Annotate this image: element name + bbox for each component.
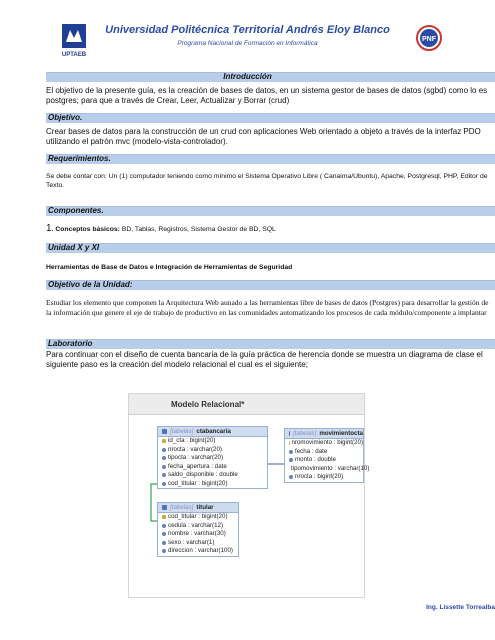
table-row: tipocta : varchar(20) bbox=[158, 454, 267, 463]
author-footer: Ing. Lissette Torrealba bbox=[426, 604, 495, 611]
componentes-body: BD, Tablas, Registros, Sistema Gestor de BD, SQL bbox=[119, 226, 276, 233]
heading-requerimientos: Requerimientos. bbox=[48, 154, 111, 163]
table-ctabancaria[interactable] bbox=[157, 426, 268, 489]
relation-lines bbox=[129, 394, 370, 599]
table-icon bbox=[289, 431, 290, 436]
table-row: id_cta : bigint(20) bbox=[158, 437, 267, 446]
table-row: cod_titular : bigint(20) bbox=[158, 480, 267, 489]
table-row: sexo : varchar(1) bbox=[158, 539, 238, 548]
objetivo-unidad-text: Estudiar los elemento que componen la Arquitectura Web aunado a las herramientas libre de bases de datos (Postgres) para desarrollar la gestión de la información que genere el eje de trabajo de productivo en las comunidades automatizando los procesos de cada módulo/componente a implantar bbox=[46, 298, 489, 317]
key-icon bbox=[162, 439, 166, 443]
section-bar-unidad bbox=[46, 243, 495, 253]
relational-model-diagram bbox=[128, 393, 370, 598]
unidad-text: Herramientas de Base de Datos e Integración de Herramientas de Seguridad bbox=[46, 264, 293, 271]
column-icon bbox=[289, 450, 293, 454]
objetivo-text: Crear bases de datos para la construcción de un crud con aplicaciones Web orientado a objeto a través de la interfaz PDO utilizando el patrón mvc (modelo-vista-controlador). bbox=[46, 127, 481, 146]
heading-laboratorio: Laboratorio bbox=[48, 339, 93, 348]
table-row: nromovimiento : bigint(20) bbox=[291, 439, 363, 446]
heading-objetivo-unidad: Objetivo de la Unidad: bbox=[48, 280, 133, 289]
svg-text:UPTAEB: UPTAEB bbox=[61, 52, 87, 58]
table-row: nrocta : bigint(20) bbox=[285, 473, 363, 482]
page-header bbox=[0, 18, 495, 58]
table-icon bbox=[162, 429, 167, 434]
table-header: [tabelas] titular bbox=[158, 503, 238, 513]
column-icon bbox=[289, 458, 293, 462]
column-icon bbox=[162, 456, 166, 460]
intro-text: El objetivo de la presente guía, es la creación de bases de datos, en un sistema gestor de bases de datos (sgbd) como lo es postgres; para que a través de Crear, Leer, Actualizar y Borrar (crud) bbox=[46, 86, 488, 105]
componentes-text bbox=[46, 224, 495, 234]
program-subtitle: Programa Nacional de Formación en Informática bbox=[177, 40, 318, 47]
heading-introduccion: Introducción bbox=[223, 72, 272, 81]
heading-objetivo: Objetivo. bbox=[48, 113, 83, 122]
university-title: Universidad Politécnica Territorial Andrés Eloy Blanco bbox=[105, 24, 390, 36]
requerimientos-text: Se debe contar con: Un (1) computador teniendo como mínimo el Sistema Operativo Libre ( Canaima/Ubuntu), Apache, Postgresql, PHP, Editor de Texto. bbox=[46, 173, 488, 189]
column-icon bbox=[162, 473, 166, 477]
componentes-bold: . Conceptos básicos: bbox=[51, 226, 120, 233]
column-icon bbox=[162, 482, 166, 486]
column-icon bbox=[162, 465, 166, 469]
svg-text:PNF: PNF bbox=[422, 36, 436, 43]
section-bar-requerimientos bbox=[46, 154, 495, 164]
section-bar-componentes bbox=[46, 206, 495, 216]
table-row: fecha : date bbox=[285, 448, 363, 457]
column-icon bbox=[162, 448, 166, 452]
column-icon bbox=[162, 524, 166, 528]
table-header: [tabelas] movimientocta bbox=[285, 429, 363, 439]
column-icon bbox=[162, 532, 166, 536]
pnf-logo bbox=[415, 24, 443, 52]
heading-unidad: Unidad X y XI bbox=[48, 243, 100, 252]
table-row: direccion : varchar(100) bbox=[158, 547, 238, 556]
table-row: nrocta : varchar(20) bbox=[158, 446, 267, 455]
column-icon bbox=[162, 541, 166, 545]
table-movimientocta[interactable] bbox=[284, 428, 370, 483]
table-row: monto : double bbox=[285, 456, 363, 465]
table-row: tipomovimiento : varchar(10) bbox=[291, 464, 370, 472]
section-bar-objetivo bbox=[46, 113, 495, 123]
table-row: saldo_disponible : double bbox=[158, 471, 267, 480]
table-titular[interactable] bbox=[157, 502, 239, 557]
section-bar-laboratorio bbox=[46, 339, 495, 349]
laboratorio-text: Para continuar con el diseño de cuenta bancaria de la guía práctica de herencia donde se muestra un diagrama de clase el siguiente paso es la creación del modelo relacional el cual es el siguiente; bbox=[46, 350, 483, 369]
table-row: cod_titular : bigint(20) bbox=[158, 513, 238, 522]
table-row: fecha_apertura : date bbox=[158, 463, 267, 472]
table-icon bbox=[162, 505, 167, 510]
componentes-number: 1 bbox=[46, 223, 52, 234]
column-icon bbox=[162, 549, 166, 553]
table-row: nombre : varchar(30) bbox=[158, 530, 238, 539]
heading-componentes: Componentes. bbox=[48, 206, 104, 215]
column-icon bbox=[289, 475, 293, 479]
diagram-title: Modelo Relacional* bbox=[171, 400, 245, 409]
key-icon bbox=[162, 515, 166, 519]
table-row: cedula : varchar(12) bbox=[158, 522, 238, 531]
table-header: [tabelas] ctabancaria bbox=[158, 427, 267, 437]
